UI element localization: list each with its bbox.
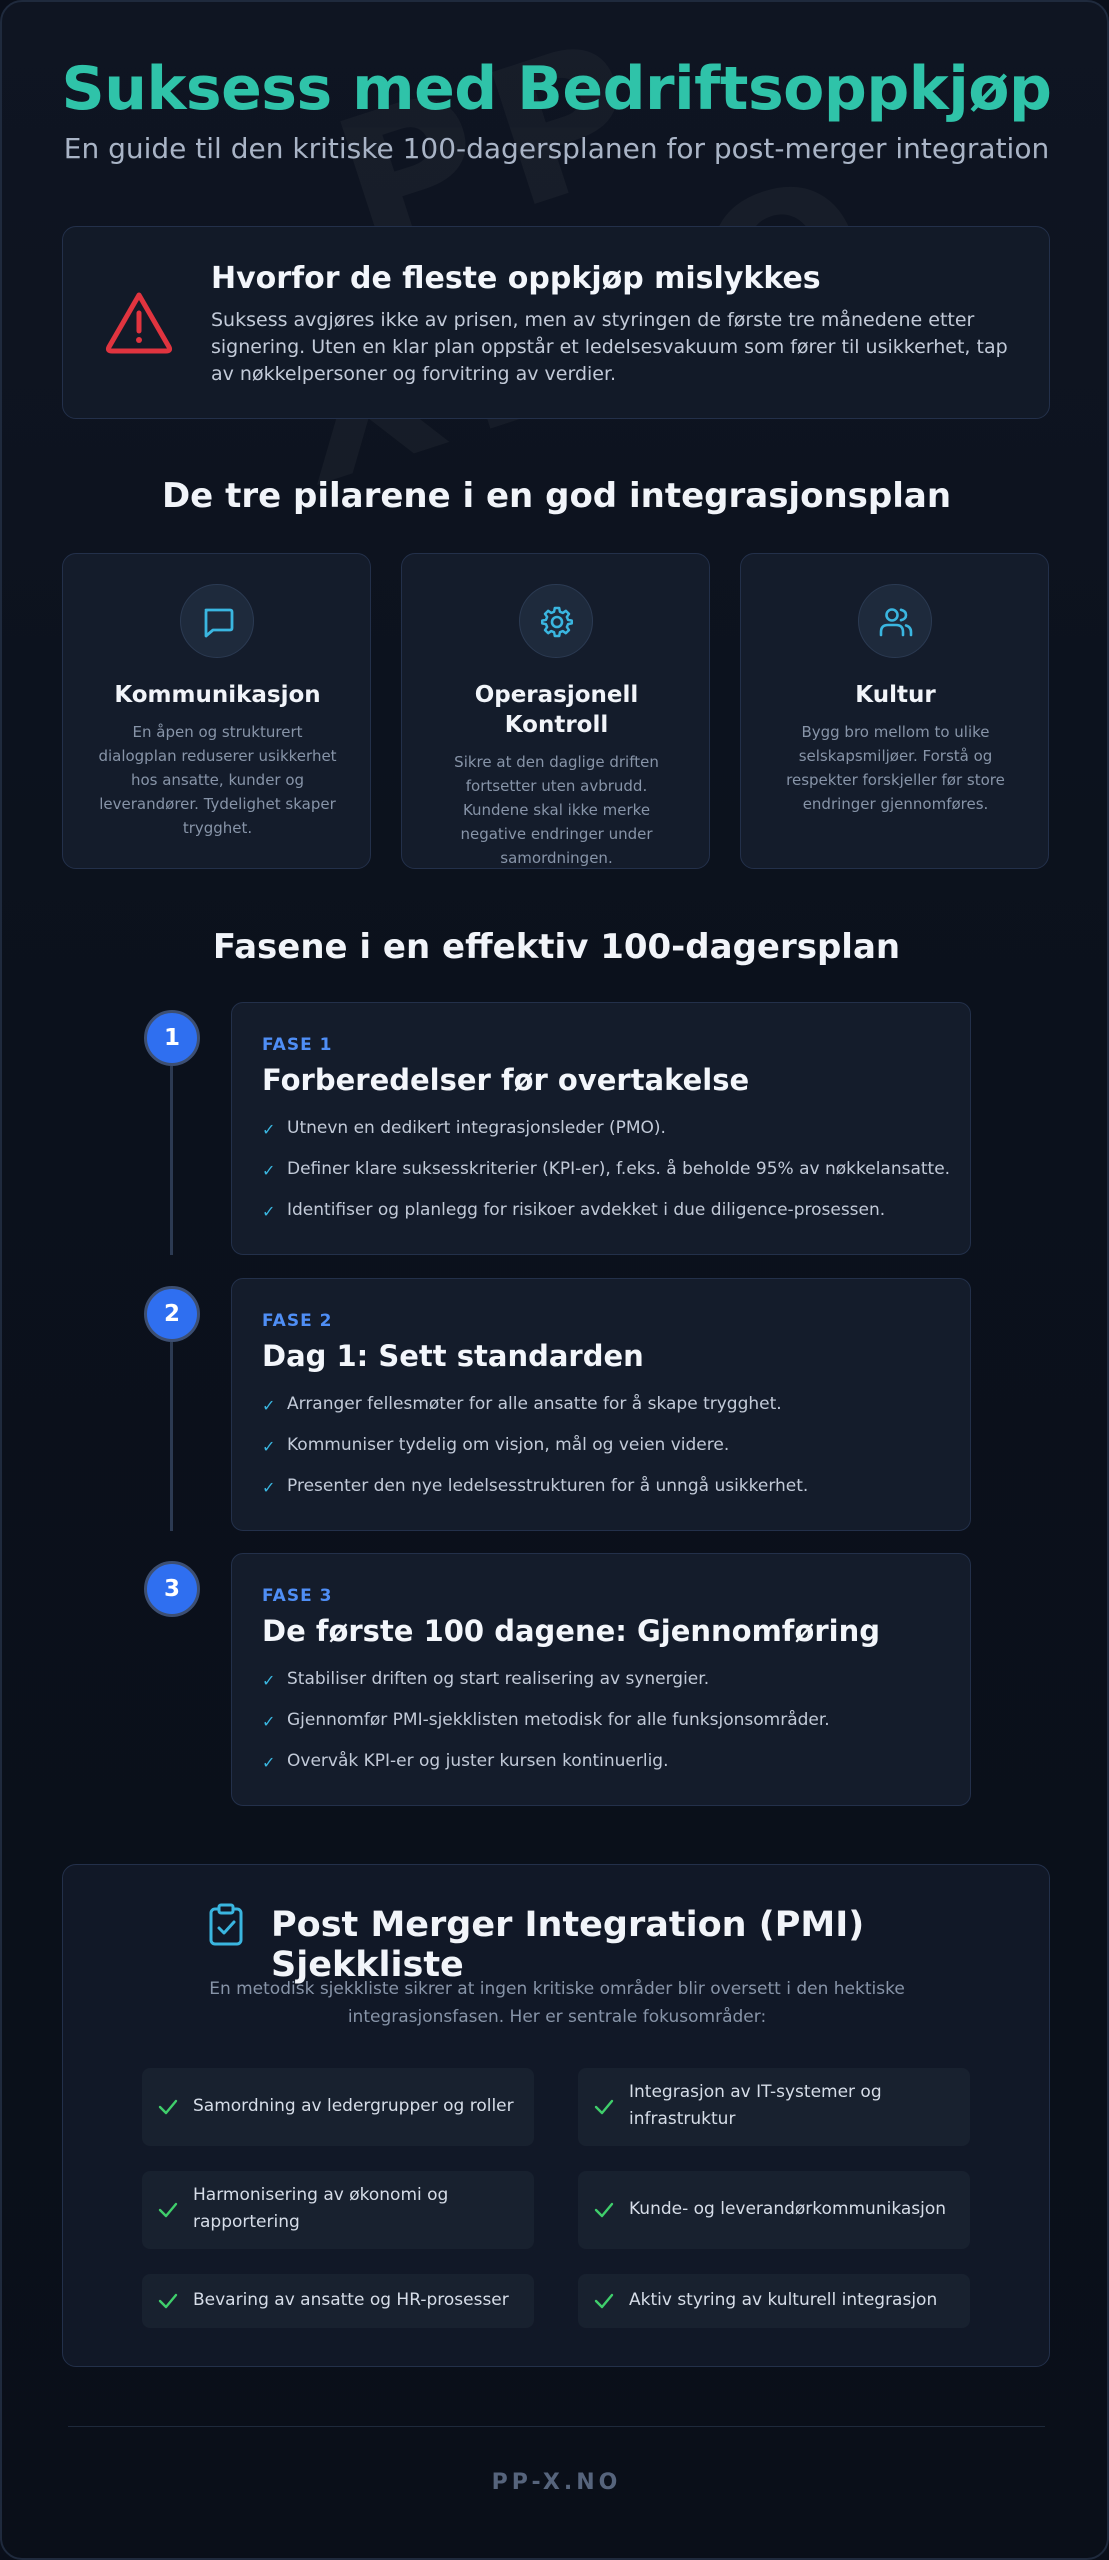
- list-item: ✓ Kommuniser tydelig om visjon, mål og veien videre.: [262, 1435, 730, 1456]
- gear-icon: [539, 604, 575, 640]
- pmi-header: [145, 1903, 969, 1985]
- check-icon: [158, 2200, 178, 2220]
- checklist-item: Kunde- og leverandørkommunikasjon: [578, 2171, 970, 2249]
- check-icon: [158, 2097, 178, 2117]
- phase-title: Forberedelser før overtakelse: [262, 1063, 750, 1097]
- check-icon: [158, 2291, 178, 2311]
- pmi-description: En metodisk sjekkliste sikrer at ingen kritiske områder blir oversett i den hektiske integrasjonsfasen. Her er sentrale fokusområder:: [209, 1979, 905, 2027]
- check-icon: [594, 2291, 614, 2311]
- checklist-item: Bevaring av ansatte og HR-prosesser: [142, 2274, 534, 2328]
- phase-tag: FASE 1: [262, 1035, 333, 1055]
- list-item: ✓ Presenter den nye ledelsesstrukturen for å unngå usikkerhet.: [262, 1476, 809, 1497]
- checklist-item: Samordning av ledergrupper og roller: [142, 2068, 534, 2146]
- check-icon: ✓: [262, 1396, 276, 1415]
- phase-card-1: [231, 1002, 971, 1255]
- list-item: ✓ Stabiliser driften og start realisering av synergier.: [262, 1669, 710, 1690]
- pmi-checklist-panel: [62, 1864, 1050, 2367]
- phase-points: [262, 1668, 952, 1791]
- list-item: ✓ Gjennomfør PMI-sjekklisten metodisk for alle funksjonsområder.: [262, 1710, 830, 1731]
- clipboard-check-icon: [207, 1903, 245, 1947]
- pillar-card-culture: [740, 553, 1049, 869]
- phase-number-badge: 3: [144, 1561, 200, 1617]
- pillars-heading: De tre pilarene i en god integrasjonsplan: [161, 476, 952, 516]
- check-icon: ✓: [262, 1712, 276, 1731]
- pillar-text: En åpen og strukturert dialogplan reduserer usikkerhet hos ansatte, kunder og leverandører. Tydelighet skaper trygghet.: [98, 723, 337, 837]
- pillar-card-operations: [401, 553, 710, 869]
- warning-box: [62, 226, 1050, 419]
- pillar-title: Kommunikasjon: [114, 682, 321, 708]
- timeline-connector: [170, 1342, 173, 1531]
- pillar-card-communication: [62, 553, 371, 869]
- warning-text: Suksess avgjøres ikke av prisen, men av styringen de første tre månedene etter signering. Uten en klar plan oppstår et ledelsesvakuum som fører til usikkerhet, tap av nøkkelpersoner og forvitring av verdier.: [211, 309, 1008, 385]
- page-subtitle: En guide til den kritiske 100-dagersplanen for post-merger integration: [63, 132, 1050, 165]
- footer-brand: PP-X.NO: [491, 2470, 622, 2495]
- phase-number-badge: 1: [144, 1010, 200, 1066]
- phase-points: [262, 1117, 952, 1240]
- chat-icon: [200, 604, 236, 640]
- check-icon: ✓: [262, 1437, 276, 1456]
- check-icon: ✓: [262, 1202, 276, 1221]
- list-item: ✓ Definer klare suksesskriterier (KPI-er), f.eks. å beholde 95% av nøkkelansatte.: [262, 1159, 951, 1180]
- check-icon: [594, 2097, 614, 2117]
- footer-divider: [68, 2426, 1045, 2427]
- check-icon: ✓: [262, 1161, 276, 1180]
- list-item: ✓ Utnevn en dedikert integrasjonsleder (PMO).: [262, 1118, 666, 1139]
- phase-tag: FASE 2: [262, 1311, 333, 1331]
- phase-card-3: [231, 1553, 971, 1806]
- list-item: ✓ Identifiser og planlegg for risikoer avdekket i due diligence-prosessen.: [262, 1200, 886, 1221]
- pmi-title: Post Merger Integration (PMI) Sjekkliste: [271, 1905, 865, 1985]
- warning-title: Hvorfor de fleste oppkjøp mislykkes: [211, 261, 821, 296]
- phase-title: Dag 1: Sett standarden: [262, 1339, 644, 1373]
- warning-triangle-icon: [103, 289, 175, 355]
- check-icon: ✓: [262, 1478, 276, 1497]
- check-icon: ✓: [262, 1671, 276, 1690]
- checklist-item: Harmonisering av økonomi og rapportering: [142, 2171, 534, 2249]
- pillar-text: Bygg bro mellom to ulike selskapsmiljøer. Forstå og respekter forskjeller før store endringer gjennomføres.: [786, 723, 1005, 813]
- check-icon: ✓: [262, 1753, 276, 1772]
- checklist-item: Aktiv styring av kulturell integrasjon: [578, 2274, 970, 2328]
- phase-points: [262, 1393, 952, 1516]
- phase-card-2: [231, 1278, 971, 1531]
- list-item: ✓ Overvåk KPI-er og juster kursen kontinuerlig.: [262, 1751, 669, 1772]
- check-icon: [594, 2200, 614, 2220]
- timeline-connector: [170, 1066, 173, 1255]
- page-title: Suksess med Bedriftsoppkjøp: [61, 54, 1052, 124]
- phase-title: De første 100 dagene: Gjennomføring: [262, 1614, 880, 1648]
- pillar-text: Sikre at den daglige driften fortsetter uten avbrudd. Kundene skal ikke merke negative endringer under samordningen.: [454, 753, 659, 867]
- pillar-title: Kultur: [855, 682, 936, 708]
- checklist-item: Integrasjon av IT-systemer og infrastruktur: [578, 2068, 970, 2146]
- list-item: ✓ Arranger fellesmøter for alle ansatte for å skape trygghet.: [262, 1394, 782, 1415]
- pillar-title: Operasjonell Kontroll: [474, 682, 639, 738]
- phase-number-badge: 2: [144, 1286, 200, 1342]
- phases-heading: Fasene i en effektiv 100-dagersplan: [212, 927, 901, 967]
- check-icon: ✓: [262, 1120, 276, 1139]
- phase-tag: FASE 3: [262, 1586, 333, 1606]
- users-icon: [878, 604, 914, 640]
